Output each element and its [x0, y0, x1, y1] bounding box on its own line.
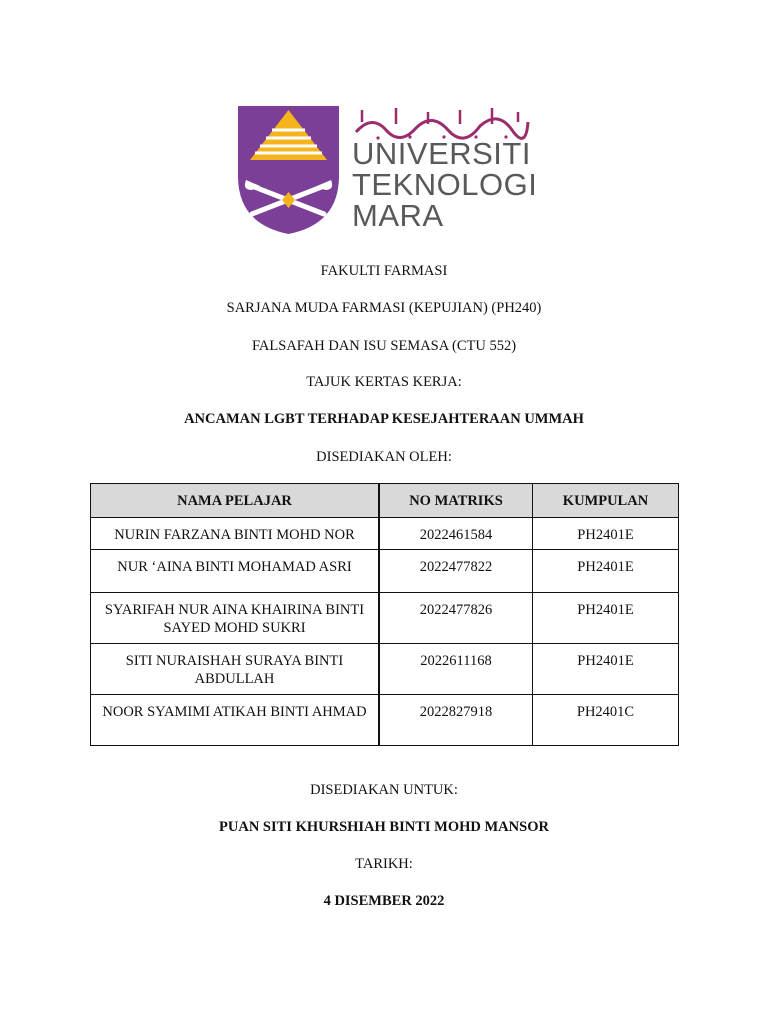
student-group: PH2401C [533, 695, 679, 746]
wordmark-line-2: TEKNOLOGI [352, 167, 538, 202]
student-name: NOOR SYAMIMI ATIKAH BINTI AHMAD [91, 695, 380, 746]
table-row [91, 550, 679, 593]
prepared-for-label: DISEDIAKAN UNTUK: [310, 782, 458, 798]
student-matric: 2022611168 [379, 644, 533, 695]
student-group: PH2401E [533, 593, 679, 644]
student-matric: 2022477822 [379, 550, 533, 593]
programme-name: SARJANA MUDA FARMASI (KEPUJIAN) (PH240) [226, 300, 542, 316]
crest-icon [238, 106, 339, 234]
faculty-name: FAKULTI FARMASI [320, 263, 448, 279]
wordmark-line-1: UNIVERSITI [352, 136, 531, 171]
student-name: NURIN FARZANA BINTI MOHD NOR [91, 518, 380, 550]
university-wordmark [352, 138, 537, 231]
student-name: SITI NURAISHAH SURAYA BINTI ABDULLAH [91, 644, 380, 695]
student-name: SYARIFAH NUR AINA KHAIRINA BINTI SAYED MOHD SUKRI [91, 593, 380, 644]
jawi-script-icon [352, 104, 530, 140]
student-group: PH2401E [533, 550, 679, 593]
student-matric: 2022827918 [379, 695, 533, 746]
table-row [91, 518, 679, 550]
header-name: NAMA PELAJAR [91, 484, 380, 518]
table-header-row [91, 484, 679, 518]
paper-title: ANCAMAN LGBT TERHADAP KESEJAHTERAAN UMMAH [184, 411, 584, 427]
lecturer-name: PUAN SITI KHURSHIAH BINTI MOHD MANSOR [219, 819, 549, 835]
table-row [91, 695, 679, 746]
table-row [91, 593, 679, 644]
table-row [91, 644, 679, 695]
header-matric: NO MATRIKS [379, 484, 533, 518]
prepared-by-label: DISEDIAKAN OLEH: [316, 449, 452, 465]
students-table [90, 483, 679, 746]
date-label: TARIKH: [355, 856, 413, 872]
student-matric: 2022477826 [379, 593, 533, 644]
submission-date: 4 DISEMBER 2022 [323, 893, 445, 909]
student-group: PH2401E [533, 644, 679, 695]
university-logo [232, 98, 536, 246]
wordmark-line-3: MARA [352, 198, 444, 233]
student-matric: 2022461584 [379, 518, 533, 550]
student-name: NUR ‘AINA BINTI MOHAMAD ASRI [91, 550, 380, 593]
student-group: PH2401E [533, 518, 679, 550]
header-group: KUMPULAN [533, 484, 679, 518]
course-name: FALSAFAH DAN ISU SEMASA (CTU 552) [251, 338, 517, 354]
paper-title-label: TAJUK KERTAS KERJA: [306, 374, 462, 390]
